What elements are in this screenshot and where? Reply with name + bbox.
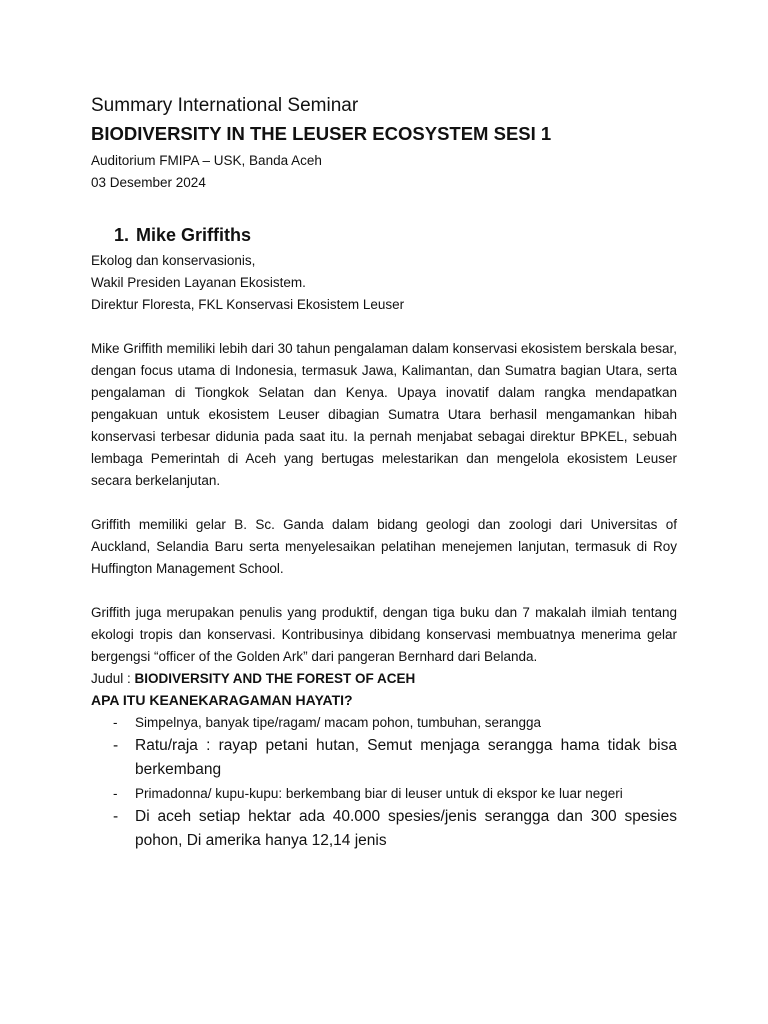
- list-item-text: Ratu/raja : rayap petani hutan, Semut menjaga serangga hama tidak bisa berkembang: [135, 737, 677, 778]
- dash-bullet: -: [113, 737, 119, 754]
- judul-label: Judul :: [91, 671, 135, 686]
- bullet-list: [91, 711, 677, 853]
- date-text: 03 Desember 2024: [91, 175, 206, 190]
- document-title: BIODIVERSITY IN THE LEUSER ECOSYSTEM SESI 1: [91, 123, 552, 144]
- talk-title-line: [91, 668, 677, 689]
- list-item: [91, 711, 677, 734]
- speaker-role: Wakil Presiden Layanan Ekosistem.: [91, 275, 306, 290]
- seminar-label: Summary International Seminar: [91, 95, 359, 116]
- talk-title: BIODIVERSITY AND THE FOREST OF ACEH: [134, 671, 416, 686]
- venue-text: Auditorium FMIPA – USK, Banda Aceh: [91, 153, 322, 168]
- spacer: [91, 580, 677, 602]
- bio-paragraph: Griffith memiliki gelar B. Sc. Ganda dalam bidang geologi dan zoologi dari Universitas of Auckland, Selandia Baru serta menyelesaikan pelatihan menejemen lanjutan, termasuk di Roy Huffington Management School.: [91, 517, 677, 576]
- list-item-text: Primadonna/ kupu-kupu: berkembang biar di leuser untuk di ekspor ke luar negeri: [135, 786, 623, 801]
- list-item: [91, 734, 677, 782]
- list-item: [91, 805, 677, 853]
- list-item-text: Simpelnya, banyak tipe/ragam/ macam pohon, tumbuhan, serangga: [135, 715, 541, 730]
- speaker-role: Ekolog dan konservasionis,: [91, 253, 256, 268]
- section-question: APA ITU KEANEKARAGAMAN HAYATI?: [91, 692, 353, 708]
- list-item: [91, 782, 677, 805]
- speaker-number: 1.: [114, 225, 130, 245]
- speaker-role: Direktur Floresta, FKL Konservasi Ekosistem Leuser: [91, 297, 405, 312]
- list-item-text: Di aceh setiap hektar ada 40.000 spesies/jenis serangga dan 300 spesies pohon, Di amerika hanya 12,14 jenis: [135, 808, 677, 849]
- dash-bullet: -: [113, 786, 118, 801]
- bio-paragraph: Griffith juga merupakan penulis yang produktif, dengan tiga buku dan 7 makalah ilmiah tentang ekologi tropis dan konservasi. Kontribusinya dibidang konservasi membuatnya menerima gelar bergengsi “officer of the Golden Ark” dari pangeran Bernhard dari Belanda.: [91, 605, 677, 664]
- spacer: [91, 492, 677, 514]
- dash-bullet: -: [113, 715, 118, 730]
- speaker-name: Mike Griffiths: [136, 225, 252, 245]
- bio-paragraph: Mike Griffith memiliki lebih dari 30 tahun pengalaman dalam konservasi ekosistem berskala besar, dengan focus utama di Indonesia, termasuk Jawa, Kalimantan, dan Sumatra bagian Utara, serta pengalaman di Tiongkok Selatan dan Kenya. Upaya inovatif dalam rangka mendapatkan pengakuan untuk ekosistem Leuser dibagian Sumatra Utara berhasil mengamankan hibah konservasi terbesar didunia pada saat itu. Ia pernah menjabat sebagai direktur BPKEL, sebuah lembaga Pemerintah di Aceh yang bertugas melestarikan dan mengelola ekosistem Leuser secara berkelanjutan.: [91, 341, 677, 488]
- speaker-heading: [114, 223, 677, 247]
- dash-bullet: -: [113, 808, 119, 825]
- spacer: [91, 316, 677, 338]
